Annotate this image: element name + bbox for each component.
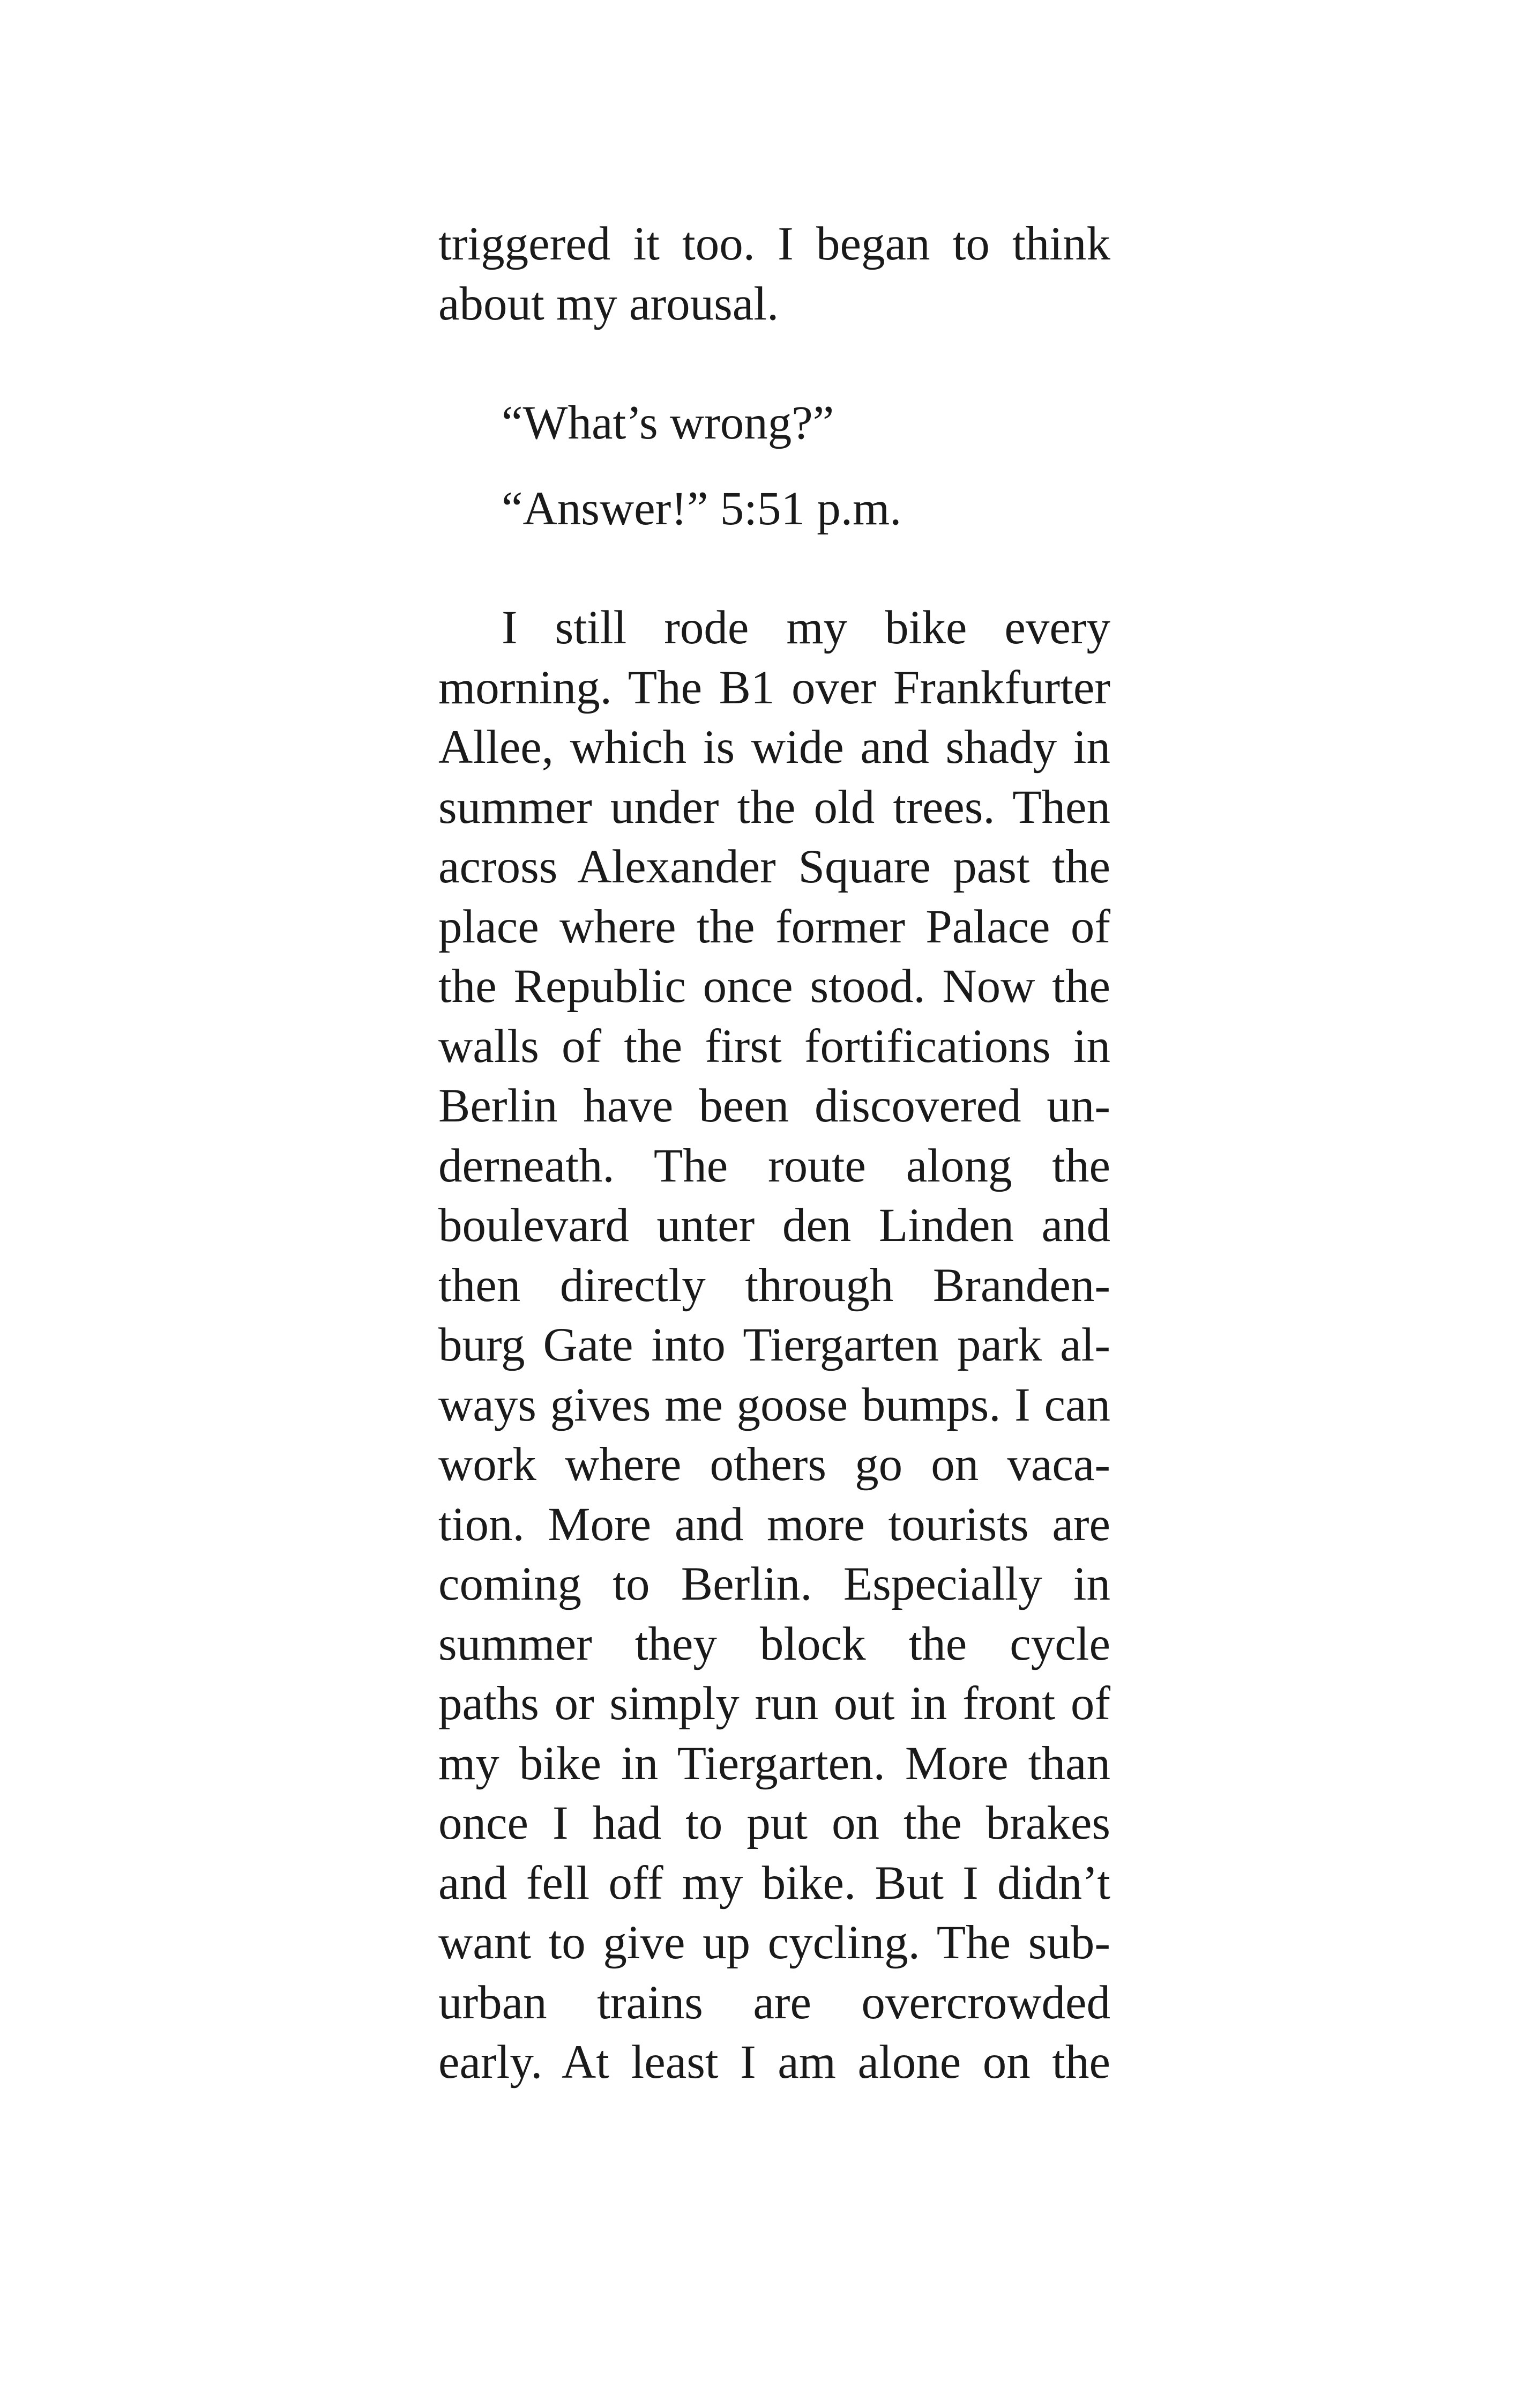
text-line: Berlin have been discovered un- — [438, 1080, 1110, 1132]
text-line: “What’s wrong?” — [502, 397, 834, 449]
text-line: boulevard unter den Linden and — [438, 1199, 1110, 1252]
paragraph-spacer — [438, 334, 1110, 393]
text-line: ways gives me goose bumps. I can — [438, 1378, 1110, 1431]
page-text-block — [438, 214, 1110, 2093]
text-line: about my arousal. — [438, 277, 779, 330]
text-line: derneath. The route along the — [438, 1139, 1110, 1192]
text-line: then directly through Branden- — [438, 1259, 1110, 1312]
text-line: burg Gate into Tiergarten park al- — [438, 1319, 1110, 1371]
paragraph-4 — [438, 598, 1110, 2093]
text-line: place where the former Palace of — [438, 900, 1110, 953]
text-line: walls of the first fortifications in — [438, 1020, 1110, 1073]
text-line: and fell off my bike. But I didn’t — [438, 1856, 1110, 1909]
text-line: triggered it too. I began to think — [438, 218, 1110, 270]
text-line: want to give up cycling. The sub- — [438, 1916, 1110, 1969]
text-line: once I had to put on the brakes — [438, 1797, 1110, 1849]
text-line: across Alexander Square past the — [438, 841, 1110, 893]
text-line: work where others go on vaca- — [438, 1438, 1110, 1491]
text-line: summer they block the cycle — [438, 1617, 1110, 1670]
text-line: urban trains are overcrowded — [438, 1976, 1110, 2029]
text-line: morning. The B1 over Frankfurter — [438, 661, 1110, 714]
text-line: early. At least I am alone on the — [438, 2036, 1110, 2089]
text-line: the Republic once stood. Now the — [438, 960, 1110, 1013]
paragraph-2 — [438, 393, 1110, 454]
text-line: I still rode my bike every — [502, 601, 1110, 654]
paragraph-spacer — [438, 454, 1110, 479]
paragraph-spacer — [438, 539, 1110, 598]
text-line: summer under the old trees. Then — [438, 781, 1110, 834]
paragraph-1 — [438, 214, 1110, 334]
paragraph-3 — [438, 479, 1110, 539]
text-line: Allee, which is wide and shady in — [438, 721, 1110, 774]
text-line: paths or simply run out in front of — [438, 1677, 1110, 1730]
text-line: coming to Berlin. Especially in — [438, 1558, 1110, 1610]
text-line: tion. More and more tourists are — [438, 1498, 1110, 1551]
text-line: “Answer!” 5:51 p.m. — [502, 482, 902, 535]
text-line: my bike in Tiergarten. More than — [438, 1737, 1110, 1790]
